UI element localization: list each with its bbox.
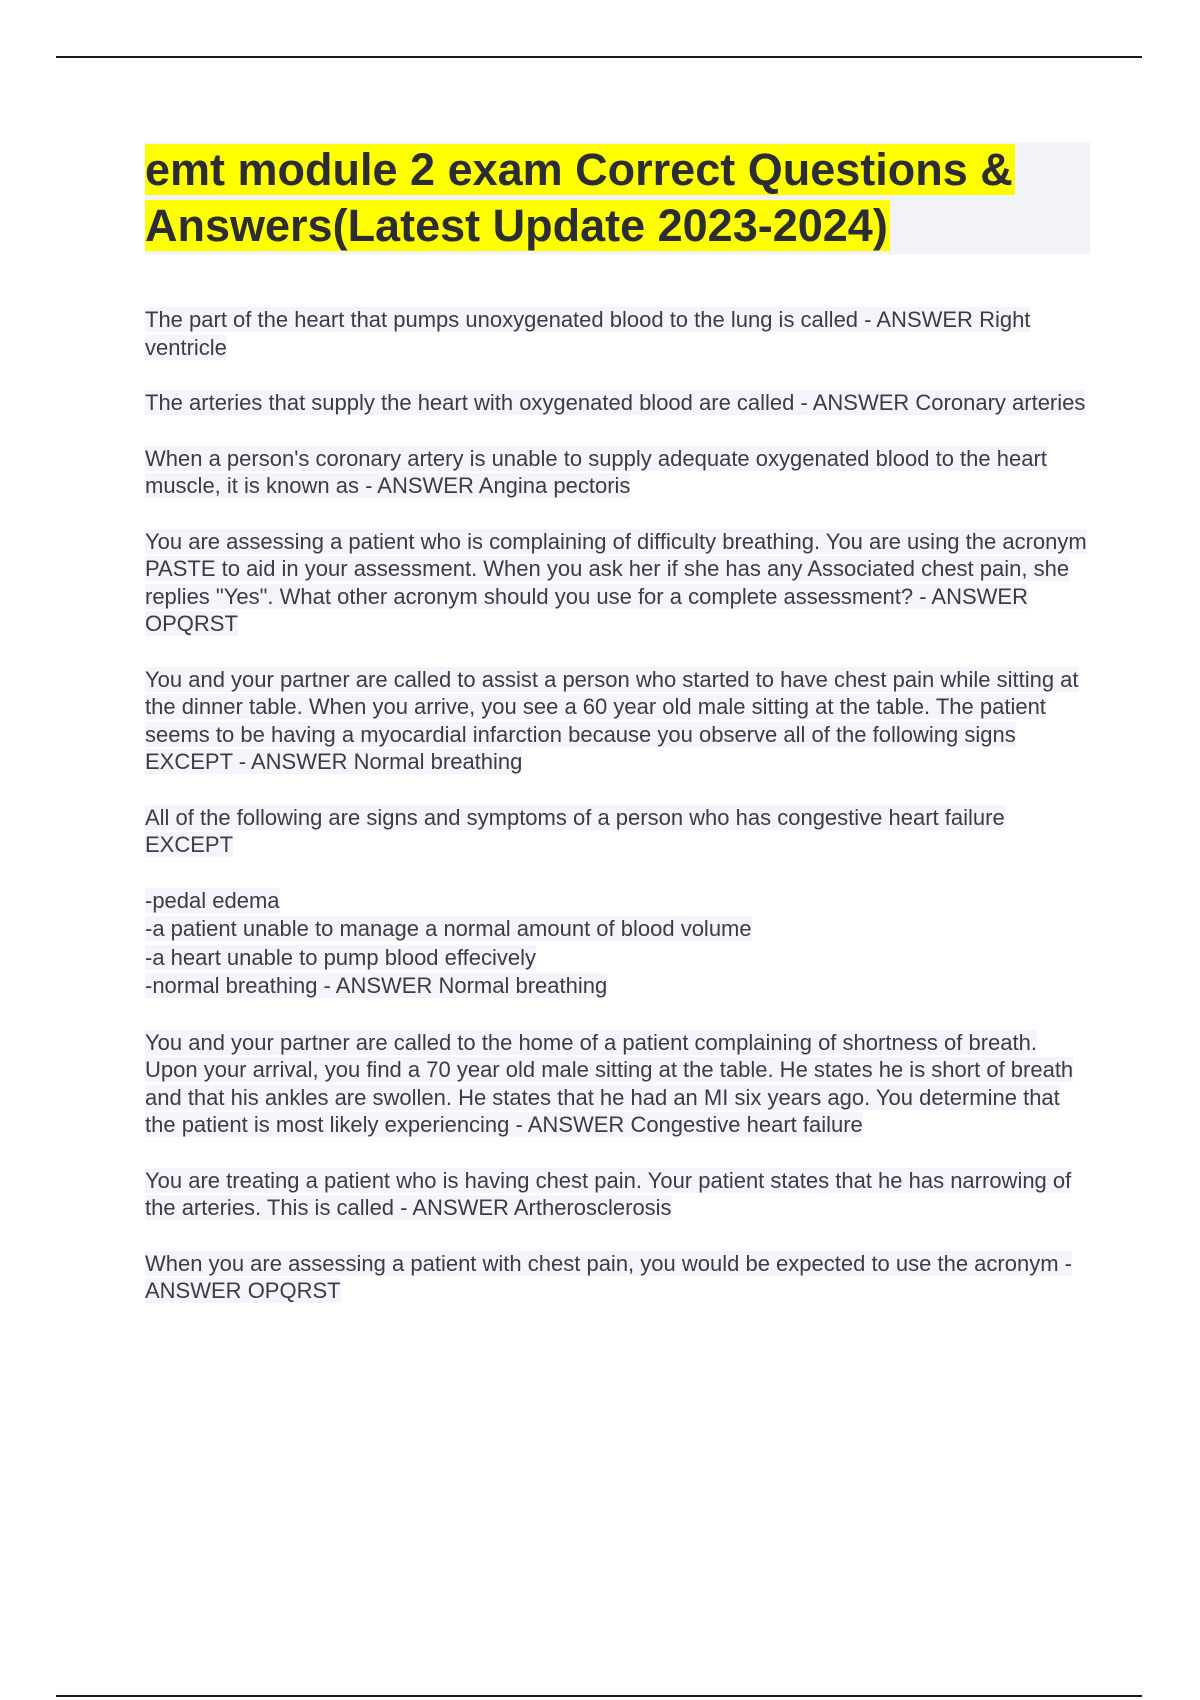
bottom-rule (56, 1695, 1142, 1697)
answer-text: OPQRST (247, 1278, 341, 1303)
question-text: All of the following are signs and symptoms of a person who has congestive heart failure EXCEPT (145, 804, 1005, 857)
qa-item-8 (145, 1167, 1090, 1222)
title-block (145, 142, 1090, 254)
document-title (145, 142, 1090, 254)
option-text: -a heart unable to pump blood effecively (145, 944, 536, 970)
option-item (145, 944, 1090, 973)
option-text: -normal breathing (145, 973, 318, 998)
qa-item-6-question (145, 804, 1090, 859)
answer-text: Right ventricle (145, 307, 1031, 360)
qa-item-5 (145, 666, 1090, 776)
question-text: You are treating a patient who is having chest pain. Your patient states that he has narrowing of the arteries. This is called (145, 1167, 1072, 1220)
answer-text: OPQRST (145, 611, 238, 636)
answer-text: Normal breathing (438, 973, 608, 998)
option-text: -pedal edema (145, 887, 280, 913)
qa-item-2 (145, 389, 1090, 417)
answer-text: Normal breathing (353, 749, 523, 774)
question-text: When you are assessing a patient with chest pain, you would be expected to use the acronym (145, 1250, 1059, 1276)
option-item (145, 887, 1090, 916)
document-body (145, 142, 1090, 1333)
answer-text: Coronary arteries (915, 390, 1086, 415)
question-text: You and your partner are called to assist a person who started to have chest pain while sitting at the dinner table. When you arrive, you see a 60 year old male sitting at the table. The patient seems to be having a myocardial infarction because you observe all of the following signs EXCEPT (145, 666, 1079, 774)
answer-separator: - ANSWER (394, 1195, 514, 1220)
answer-text: Artherosclerosis (513, 1195, 672, 1220)
qa-item-9 (145, 1250, 1090, 1305)
title-highlight: emt module 2 exam Correct Questions & Answers(Latest Update 2023-2024) (145, 144, 1013, 251)
answer-separator: - ANSWER (794, 390, 916, 415)
answer-separator: - ANSWER (858, 307, 980, 332)
question-text: The part of the heart that pumps unoxygenated blood to the lung is called (145, 307, 859, 332)
answer-text: Congestive heart failure (630, 1112, 863, 1137)
qa-item-6-options (145, 887, 1090, 1001)
answer-separator: - ANSWER (509, 1112, 631, 1137)
qa-item-4 (145, 528, 1090, 638)
question-text: You are assessing a patient who is complaining of difficulty breathing. You are using the acronym PASTE to aid in your assessment. When you ask her if she has any Associated chest pain, she replies "Yes". What other acronym should you use for a complete assessment? (145, 528, 1087, 609)
qa-item-7 (145, 1029, 1090, 1139)
answer-separator: - ANSWER (145, 1250, 1072, 1303)
answer-separator: - ANSWER (232, 749, 354, 774)
qa-item-3 (145, 445, 1090, 500)
top-rule (56, 56, 1142, 58)
answer-separator: - ANSWER (913, 583, 1028, 609)
answer-separator: - ANSWER (358, 473, 479, 498)
qa-item-1 (145, 306, 1090, 361)
option-item (145, 972, 1090, 1001)
question-text: When a person's coronary artery is unable to supply adequate oxygenated blood to the heart muscle, it is known as (145, 445, 1047, 498)
option-item (145, 915, 1090, 944)
option-text: -a patient unable to manage a normal amount of blood volume (145, 916, 752, 941)
answer-text: Angina pectoris (478, 473, 631, 498)
question-text: You and your partner are called to the home of a patient complaining of shortness of breath. Upon your arrival, you find a 70 year old male sitting at the table. He states he is short of breath and that his ankles are swollen. He states that he had an MI six years ago. You determine that the patient is most likely experiencing (145, 1029, 1074, 1137)
answer-separator: - ANSWER (317, 973, 439, 998)
question-text: The arteries that supply the heart with oxygenated blood are called (145, 390, 795, 415)
